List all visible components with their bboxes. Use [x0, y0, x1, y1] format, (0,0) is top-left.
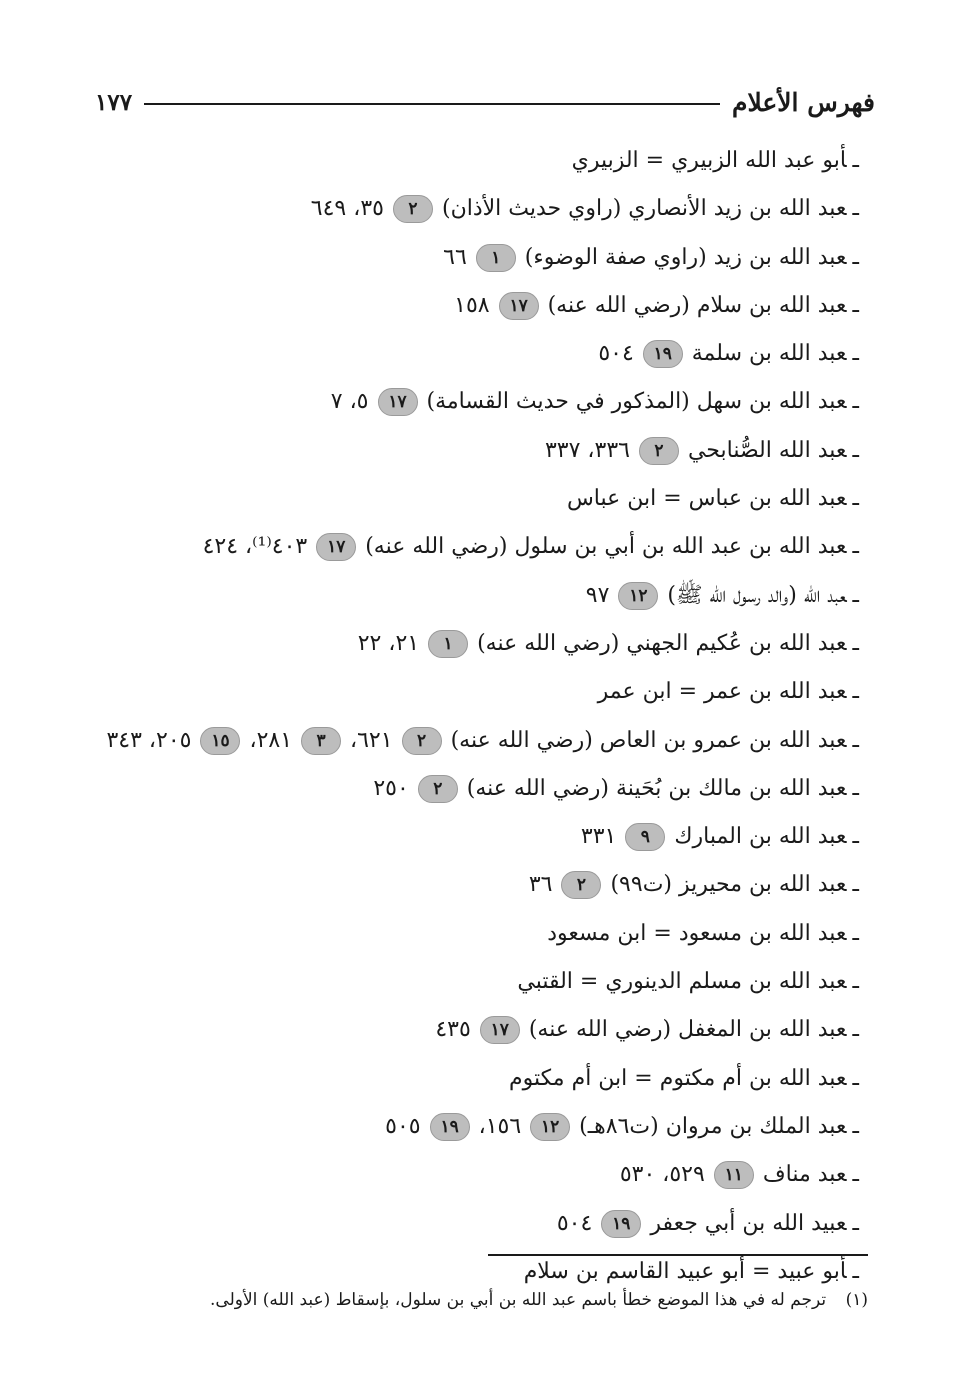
entry-dash: ـ: [852, 1210, 859, 1236]
entry-dash: ـ: [852, 775, 859, 801]
volume-badge: ١٧: [316, 533, 356, 561]
entry-pages: ١٥٨: [454, 292, 490, 318]
entry-name: عبد الله بن زيد الأنصاري (راوي حديث الأذان): [441, 196, 847, 222]
index-entry: [79, 861, 859, 909]
entry-dash: ـ: [852, 1065, 859, 1091]
volume-badge: ١٧: [378, 388, 418, 416]
index-entry: [79, 572, 859, 620]
entry-dash: ـ: [852, 1017, 859, 1043]
index-entry: [79, 765, 859, 813]
entry-name: عبد الله الصُّنابحي: [687, 437, 847, 463]
volume-badge: ١٧: [499, 292, 539, 320]
index-entry: [79, 330, 859, 378]
index-entry: [79, 523, 859, 571]
index-entry: [79, 427, 859, 475]
volume-badge: ٢: [561, 871, 601, 899]
entry-name: عبد الملك بن مروان (ت٨٦هـ): [579, 1113, 847, 1139]
entry-pages: ٥، ٧: [330, 389, 369, 415]
header-rule: [144, 103, 720, 105]
entry-name: عبيد الله بن أبي جعفر: [650, 1210, 847, 1236]
entry-name: عبد الله بن سلمة: [691, 341, 847, 367]
entry-name: عبد الله بن مسلم الدينوري = القتبي: [517, 969, 847, 995]
index-entry: [79, 475, 859, 523]
entry-dash: ـ: [852, 1113, 859, 1139]
entry-dash: ـ: [852, 582, 859, 608]
volume-badge: ١: [476, 244, 516, 272]
entry-dash: ـ: [852, 969, 859, 995]
entry-dash: ـ: [852, 920, 859, 946]
entry-pages: ١٥٦،: [471, 1113, 522, 1139]
entry-pages: ٢٨١،: [242, 727, 293, 753]
volume-badge: ١٥: [200, 727, 240, 755]
volume-badge: ١٢: [530, 1113, 570, 1141]
entry-dash: ـ: [852, 292, 859, 318]
entry-pages: ٥٠٤: [556, 1210, 593, 1236]
entry-pages: ٦٢١،: [343, 727, 393, 753]
entry-name: عبد الله بن زيد (راوي صفة الوضوء): [524, 244, 847, 270]
entry-dash: ـ: [852, 824, 859, 850]
entry-pages: ٣٣٦، ٣٣٧: [544, 437, 630, 463]
index-entry: [79, 1103, 859, 1151]
index-entry: [79, 185, 859, 233]
volume-badge: ١٩: [430, 1113, 470, 1141]
entry-name: عبد الله بن سهل (المذكور في حديث القسامة): [426, 389, 847, 415]
volume-badge: ٢: [393, 195, 433, 223]
entry-dash: ـ: [852, 1162, 859, 1188]
entry-name: عبد الله بن المبارك: [674, 824, 847, 850]
entry-pages: ٦٦: [443, 244, 467, 270]
entry-dash: ـ: [852, 196, 859, 222]
entry-name: عبد الله (والد رسول الله ﷺ): [667, 582, 847, 608]
entry-pages: ٢٥٠: [373, 775, 409, 801]
index-entry: [79, 137, 859, 185]
volume-badge: ١٩: [601, 1210, 641, 1238]
entry-dash: ـ: [852, 630, 859, 656]
index-entry: [79, 1055, 859, 1103]
index-entry: [79, 1200, 859, 1248]
entry-dash: ـ: [852, 534, 859, 560]
footnote-rule: [488, 1254, 868, 1256]
volume-badge: ١٢: [618, 582, 658, 610]
index-entry: [79, 234, 859, 282]
page-header: [95, 82, 875, 122]
entry-name: عبد الله بن عباس = ابن عباس: [566, 486, 847, 512]
entry-name: عبد الله بن المغفل (رضي الله عنه): [528, 1017, 847, 1043]
footnote-number: (١): [845, 1290, 868, 1310]
index-entry: [79, 378, 859, 426]
entry-name: عبد الله بن مسعود = ابن مسعود: [547, 920, 847, 946]
entry-name: أبو عبيد = أبو عبيد القاسم بن سلام: [523, 1258, 847, 1284]
index-entry-list: [79, 137, 859, 1296]
entry-pages: ٢١، ٢٢: [357, 630, 420, 656]
entry-pages: ٣٦: [528, 872, 553, 898]
volume-badge: ١١: [714, 1161, 754, 1189]
volume-badge: ١: [428, 630, 468, 658]
index-entry: [79, 958, 859, 1006]
index-entry: [79, 1006, 859, 1054]
entry-pages: ٥٠٤: [598, 341, 634, 367]
entry-dash: ـ: [852, 727, 859, 753]
entry-name: عبد الله بن عمرو بن العاص (رضي الله عنه): [450, 727, 847, 753]
entry-dash: ـ: [852, 1258, 859, 1284]
entry-pages: ٩٧: [585, 582, 610, 608]
entry-name: عبد الله بن عبد الله بن أبي بن سلول (رضي الله عنه): [365, 534, 847, 560]
entry-name: عبد الله بن عُكيم الجهني (رضي الله عنه): [477, 630, 847, 656]
index-entry: [79, 717, 859, 765]
entry-pages: ٥٠٥: [385, 1113, 421, 1139]
entry-name: عبد الله بن مالك بن بُحَينة (رضي الله عنه): [466, 775, 847, 801]
volume-badge: ١٧: [480, 1016, 520, 1044]
index-entry: [79, 910, 859, 958]
entry-dash: ـ: [852, 148, 859, 173]
entry-name: أبو عبد الله الزبيري = الزبيري: [571, 148, 847, 173]
entry-name: عبد الله بن محيريز (ت٩٩): [610, 872, 847, 898]
volume-badge: ٢: [639, 437, 679, 465]
entry-name: عبد الله بن أم مكتوم = ابن أم مكتوم: [509, 1065, 847, 1091]
entry-pages: ٢٠٥، ٣٤٣: [106, 727, 192, 753]
index-entry: [79, 1151, 859, 1199]
entry-pages: ٣٣١: [580, 824, 617, 850]
entry-pages: ٤٠٣⁽¹⁾، ٤٢٤: [202, 534, 308, 560]
entry-pages: ٥٢٩، ٥٣٠: [619, 1162, 705, 1188]
index-entry: [79, 282, 859, 330]
entry-dash: ـ: [852, 341, 859, 367]
page-number: ١٧٧: [95, 88, 133, 116]
index-entry: [79, 813, 859, 861]
footnote: [88, 1290, 868, 1310]
index-entry: [79, 668, 859, 716]
entry-dash: ـ: [852, 872, 859, 898]
entry-name: عبد الله بن عمر = ابن عمر: [597, 679, 847, 705]
entry-dash: ـ: [852, 244, 859, 270]
entry-dash: ـ: [852, 679, 859, 705]
volume-badge: ٢: [418, 775, 458, 803]
entry-pages: ٣٥، ٦٤٩: [310, 196, 384, 222]
entry-dash: ـ: [852, 486, 859, 512]
footnote-text: ترجم له في هذا الموضع خطأ باسم عبد الله بن أبي بن سلول، بإسقاط (عبد الله) الأولى.: [210, 1290, 827, 1310]
index-entry: [79, 620, 859, 668]
entry-name: عبد مناف: [762, 1162, 847, 1188]
volume-badge: ١٩: [643, 340, 683, 368]
page-title: فهرس الأعلام: [731, 87, 875, 117]
volume-badge: ٩: [625, 823, 665, 851]
volume-badge: ٢: [402, 727, 442, 755]
entry-pages: ٤٣٥: [435, 1017, 471, 1043]
entry-name: عبد الله بن سلام (رضي الله عنه): [547, 292, 847, 318]
volume-badge: ٣: [301, 727, 341, 755]
entry-dash: ـ: [852, 389, 859, 415]
entry-dash: ـ: [852, 437, 859, 463]
